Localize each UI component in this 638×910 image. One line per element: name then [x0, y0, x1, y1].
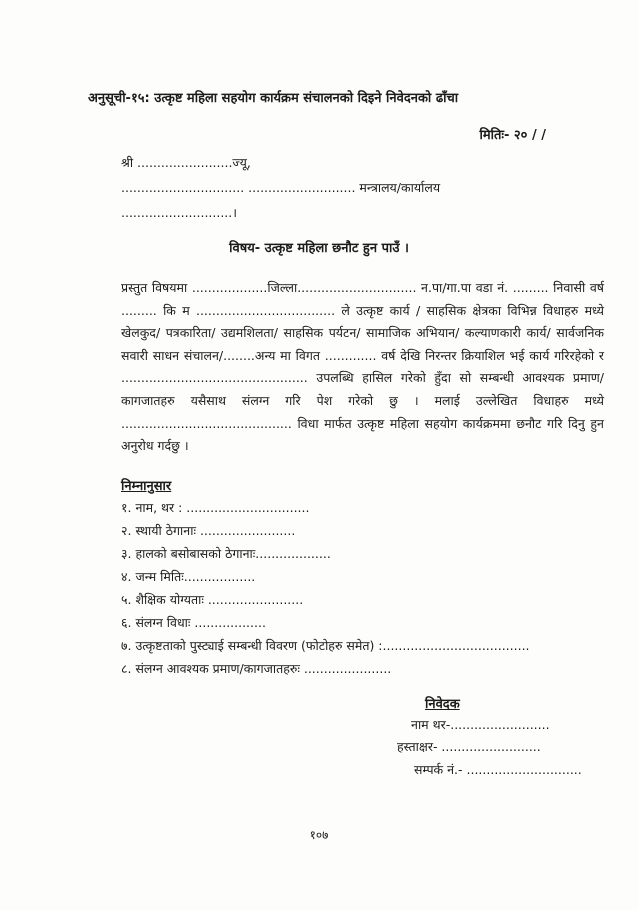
subject-line: विषय- उत्कृष्ट महिला छनौट हुन पाउँ ।	[229, 241, 409, 256]
page-number: १०७	[309, 828, 329, 842]
detail-item-education: ५. शैक्षिक योग्यताः ........................	[121, 592, 304, 607]
detail-item-excellence-details: ७. उत्कृष्टताको पुस्ट्याई सम्बन्धी विवरण (फोटोहरु समेत) :.....................................	[121, 638, 530, 653]
address-line-2: ............................... ........................... मन्त्रालय/कार्यालय	[121, 180, 441, 195]
applicant-signature-line: हस्ताक्षर- .........................	[397, 739, 541, 754]
detail-item-name: १. नाम, थर : ...............................	[121, 500, 310, 515]
form-heading: अनुसूची-१५: उत्कृष्ट महिला सहयोग कार्यक्रम संचालनको दिइने निवेदनको ढाँचा	[88, 91, 459, 106]
applicant-name-line: नाम थर-.........................	[411, 717, 550, 732]
section-title: निम्नानुसार	[121, 479, 172, 494]
detail-item-birth-date: ४. जन्म मितिः..................	[121, 569, 256, 584]
address-line-1: श्री ........................ज्यू,	[121, 155, 251, 170]
detail-item-permanent-address: २. स्थायी ठेगानाः ........................	[121, 523, 296, 538]
detail-item-attachments: ८. संलग्न आवश्यक प्रमाण/कागजातहरुः ......................	[121, 661, 392, 676]
detail-item-field: ६. संलग्न विधाः ..................	[121, 615, 266, 630]
application-body: प्रस्तुत विषयमा ...................जिल्ला.............................. न.पा/गा.पा वडा नं. ......... निवासी वर्ष ......... कि म ................................... ले उत्कृष्ट कार्य / साहसिक क्षेत्रका विभिन्न विधाहरु मध्ये खेलकुद/ पत्रकारिता/ उद्यमशिलता/ साहसिक पर्यटन/ सामाजिक अभियान/ कल्याणकारी कार्य/ सार्वजनिक सवारी साधन संचालन/........अन्य मा विगत ............. वर्ष देखि निरन्तर क्रियाशिल भई कार्य गरिरहेको र ............................................... उपलब्धि हासिल गरेको हुँदा सो सम्बन्धी आवश्यक प्रमाण/ कागजातहरु यसैसाथ संलग्न गरि पेश गरेको छु । मलाई उल्लेखित विधाहरु मध्ये ........................................... विधा मार्फत उत्कृष्ट महिला सहयोग कार्यक्रममा छनौट गरि दिनु हुन अनुरोध गर्दछु ।	[121, 280, 604, 454]
applicant-contact-line: सम्पर्क नं.- .............................	[414, 762, 582, 777]
address-line-3: ............................।	[121, 205, 237, 220]
detail-item-current-address: ३. हालको बसोबासको ठेगानाः...................	[121, 546, 331, 561]
applicant-title: निवेदक	[425, 697, 460, 712]
date-line: मितिः- २० / /	[479, 128, 546, 143]
